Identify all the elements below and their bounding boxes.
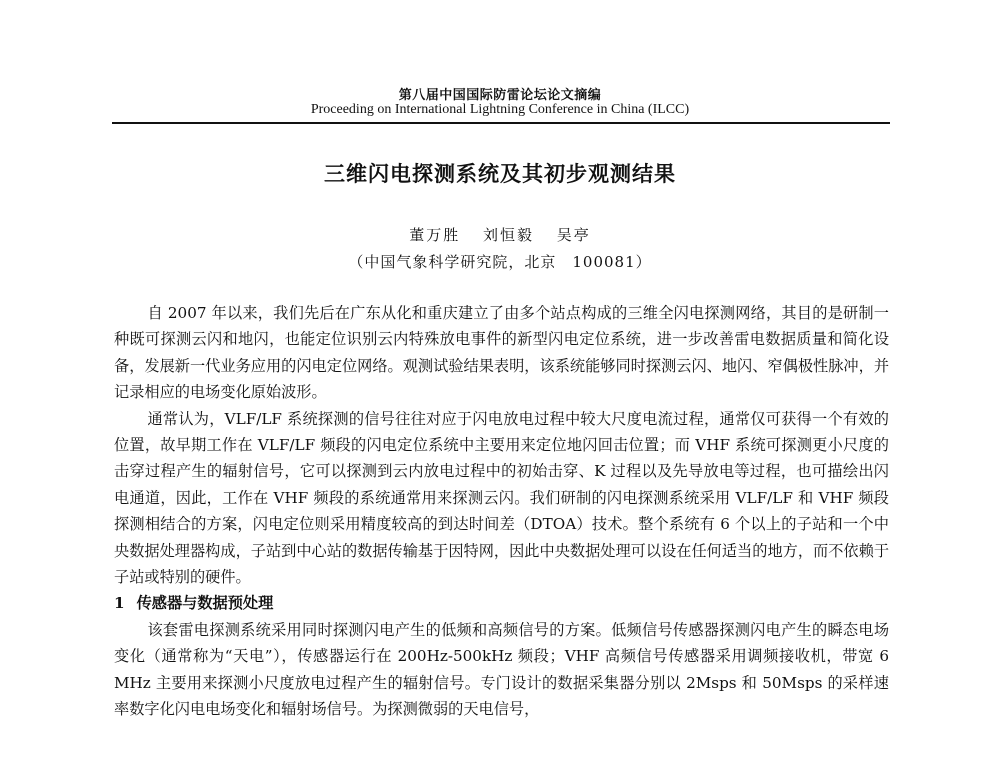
body-paragraph: 自 2007 年以来，我们先后在广东从化和重庆建立了由多个站点构成的三维全闪电探测网络，其目的是研制一种既可探测云闪和地闪，也能定位识别云内特殊放电事件的新型闪电定位系统，进一步改善雷电数据质量和简化设备，发展新一代业务应用的闪电定位网络。观测试验结果表明，该系统能够同时探测云闪、地闪、窄偶极性脉冲，并记录相应的电场变化原始波形。 [114,304,889,402]
author-name: 董万胜 [409,226,461,244]
section-title: 传感器与数据预处理 [136,594,274,613]
conference-header-cn: 第八届中国国际防雷论坛论文摘编 [398,88,602,103]
paper-body [114,300,889,723]
author-name: 刘恒毅 [482,226,534,244]
section-number: 1 [114,594,125,613]
conference-header-en: Proceeding on International Lightning Conference in China (ILCC) [310,102,690,117]
body-paragraph: 通常认为，VLF/LF 系统探测的信号往往对应于闪电放电过程中较大尺度电流过程，通常仅可获得一个有效的位置，故早期工作在 VLF/LF 频段的闪电定位系统中主要用来定位地闪回击位置；而 VHF 系统可探测更小尺度的击穿过程产生的辐射信号，它可以探测到云内放电过程中的初始击穿、K 过程以及先导放电等过程，也可描绘出闪电通道，因此，工作在 VHF 频段的系统通常用来探测云闪。我们研制的闪电探测系统采用 VLF/LF 和 VHF 频段探测相结合的方案，闪电定位则采用精度较高的到达时间差（DTOA）技术。整个系统有 6 个以上的子站和一个中央数据处理器构成，子站到中心站的数据传输基于因特网，因此中央数据处理可以设在任何适当的地方，而不依赖于子站或特别的硬件。 [114,409,889,587]
author-affiliation: （中国气象科学研究院，北京 100081） [348,253,652,271]
section-heading [114,590,889,616]
header-divider [112,122,890,124]
paper-title: 三维闪电探测系统及其初步观测结果 [324,161,676,186]
author-name: 吴亭 [556,226,591,244]
author-list [0,224,1000,245]
body-paragraph: 该套雷电探测系统采用同时探测闪电产生的低频和高频信号的方案。低频信号传感器探测闪电产生的瞬态电场变化（通常称为“天电”），传感器运行在 200Hz-500kHz 频段；VHF 高频信号传感器采用调频接收机，带宽 6 MHz 主要用来探测小尺度放电过程产生的辐射信号。专门设计的数据采集器分别以 2Msps 和 50Msps 的采样速率数字化闪电电场变化和辐射场信号。为探测微弱的天电信号， [114,620,889,719]
